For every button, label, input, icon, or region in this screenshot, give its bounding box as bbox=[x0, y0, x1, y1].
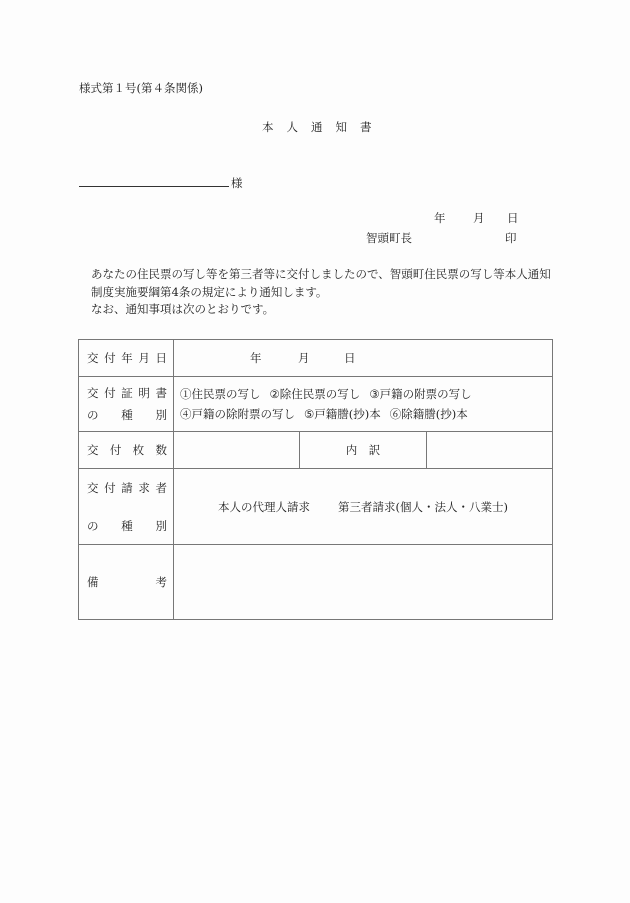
document-title bbox=[262, 119, 385, 135]
breakdown-label: 内 訳 bbox=[300, 432, 426, 469]
row-label bbox=[79, 377, 174, 432]
label-char: 交 bbox=[87, 443, 99, 457]
addressee-suffix: 様 bbox=[231, 176, 243, 190]
row-label bbox=[79, 432, 174, 469]
cert-option[interactable]: ⑤戸籍謄(抄)本 bbox=[304, 407, 381, 421]
notice-body bbox=[79, 266, 559, 319]
issuer-title: 智頭町長 bbox=[366, 231, 412, 245]
body-paragraph: なお、通知事項は次のとおりです。 bbox=[91, 302, 275, 316]
label-char: 交 bbox=[87, 351, 99, 365]
title-char: 書 bbox=[360, 120, 372, 134]
cert-option[interactable]: ⑥除籍謄(抄)本 bbox=[389, 407, 468, 421]
month-label: 月 bbox=[298, 351, 310, 365]
year-label: 年 bbox=[434, 211, 446, 225]
label-char: 種 bbox=[121, 518, 133, 533]
title-char: 本 bbox=[262, 120, 274, 134]
label-char: 交 bbox=[87, 386, 99, 400]
label-char: の bbox=[87, 408, 99, 422]
label-char: 日 bbox=[155, 351, 167, 365]
remarks-field[interactable] bbox=[174, 545, 553, 620]
requester-option-agent[interactable]: 本人の代理人請求 bbox=[218, 499, 310, 514]
title-char: 通 bbox=[311, 120, 323, 134]
table-row-requester-type bbox=[79, 469, 553, 545]
cert-option[interactable]: ②除住民票の写し bbox=[269, 387, 361, 401]
form-number: 様式第１号(第４条関係) bbox=[79, 81, 203, 95]
seal-mark: 印 bbox=[505, 231, 517, 245]
title-char: 知 bbox=[335, 120, 347, 134]
label-char: 付 bbox=[104, 351, 116, 365]
table-row-certificate-type bbox=[79, 377, 553, 432]
table-row-issue-date bbox=[79, 340, 553, 377]
table-row-issue-count bbox=[79, 432, 553, 469]
cert-option[interactable]: ③戸籍の附票の写し bbox=[369, 387, 472, 401]
notice-details-table bbox=[78, 339, 553, 620]
label-char: 付 bbox=[104, 386, 116, 400]
label-char: 枚 bbox=[132, 443, 145, 457]
day-label: 日 bbox=[344, 351, 356, 365]
issue-date-field[interactable] bbox=[174, 340, 553, 377]
label-char: 種 bbox=[121, 408, 133, 422]
row-label bbox=[79, 545, 174, 620]
label-char: 別 bbox=[155, 518, 167, 533]
title-char: 人 bbox=[286, 120, 298, 134]
label-char: 年 bbox=[121, 351, 133, 365]
label-char: 求 bbox=[138, 480, 150, 495]
cert-option[interactable]: ④戸籍の除附票の写し bbox=[180, 407, 295, 421]
label-char: 証 bbox=[121, 386, 133, 400]
requester-option-third-party[interactable]: 第三者請求(個人・法人・八業士) bbox=[338, 499, 508, 514]
label-char: 者 bbox=[155, 480, 167, 495]
day-label: 日 bbox=[507, 211, 519, 225]
cert-option[interactable]: ①住民票の写し bbox=[180, 387, 261, 401]
notice-date bbox=[434, 210, 519, 226]
issue-count-field[interactable] bbox=[174, 432, 300, 469]
requester-type-options bbox=[174, 469, 553, 545]
label-char: 付 bbox=[109, 443, 122, 457]
month-label: 月 bbox=[473, 211, 485, 225]
label-char: 付 bbox=[104, 480, 116, 495]
row-label bbox=[79, 340, 174, 377]
label-char: の bbox=[87, 518, 99, 533]
certificate-type-options bbox=[174, 377, 553, 432]
row-label bbox=[79, 469, 174, 545]
table-row-remarks bbox=[79, 545, 553, 620]
addressee-name-field[interactable] bbox=[79, 186, 229, 187]
label-char: 備 bbox=[87, 575, 99, 589]
label-char: 数 bbox=[155, 443, 167, 457]
label-char: 請 bbox=[121, 480, 133, 495]
label-char: 別 bbox=[155, 408, 167, 422]
label-char: 明 bbox=[138, 386, 150, 400]
label-char: 月 bbox=[138, 351, 150, 365]
breakdown-field[interactable] bbox=[426, 432, 552, 469]
body-paragraph: あなたの住民票の写し等を第三者等に交付しましたので、智頭町住民票の写し等本人通知制度実施要綱第4条の規定により通知します。 bbox=[91, 267, 551, 299]
label-char: 考 bbox=[155, 575, 167, 589]
label-char: 書 bbox=[155, 386, 167, 400]
year-label: 年 bbox=[250, 351, 262, 365]
label-char: 交 bbox=[87, 480, 99, 495]
